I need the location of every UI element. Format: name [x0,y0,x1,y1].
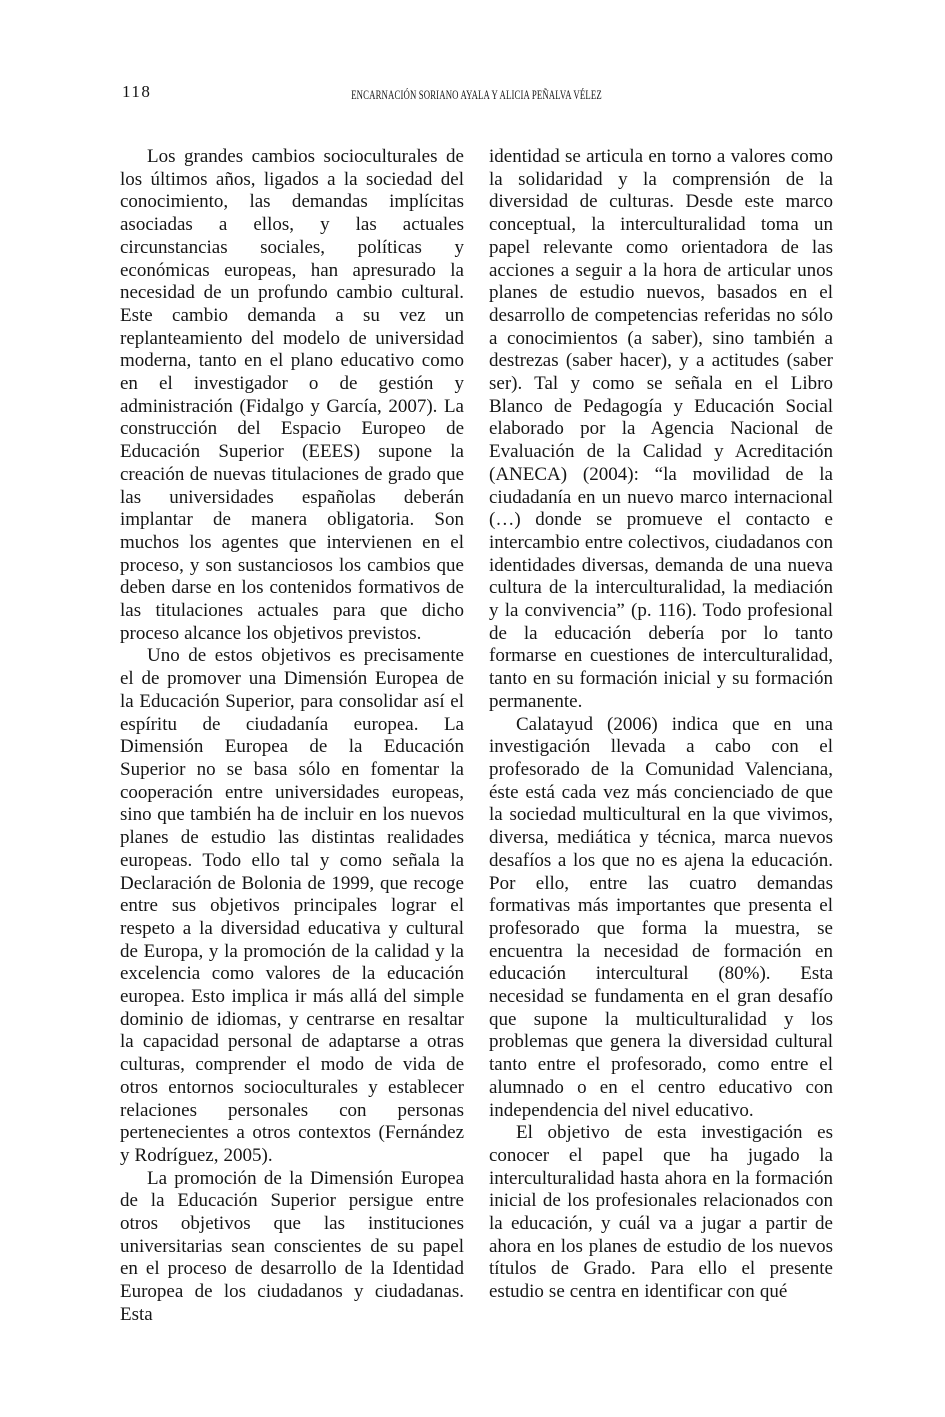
running-header: ENCARNACIÓN SORIANO AYALA Y ALICIA PEÑALVA VÉLEZ [351,88,602,102]
paragraph: Calatayud (2006) indica que en una investigación llevada a cabo con el profesorado de la Comunidad Valenciana, éste está cada vez más concienciado de que la sociedad multicultural en la que vivimos, diversa, mediática y técnica, marca nuevos desafíos a los que no es ajena la educación. Por ello, entre las cuatro demandas formativas más importantes que presenta el profesorado que forma la muestra, se encuentra la necesidad de formación en educación intercultural (80%). Esta necesidad se fundamenta en el gran desafío que supone la multiculturalidad y los problemas que genera la diversidad cultural tanto entre el profesorado, como entre el alumnado o en el centro educativo con independencia del nivel educativo. [489,713,833,1121]
paragraph: El objetivo de esta investigación es conocer el papel que ha jugado la interculturalidad hasta ahora en la formación inicial de los profesionales relacionados con la educación, y cuál va a jugar a partir de ahora en los planes de estudio de los nuevos títulos de Grado. Para ello el presente estudio se centra en identificar con qué [489,1122,833,1303]
article-body [120,146,833,1327]
left-column [120,146,464,1327]
page-number: 118 [122,82,152,101]
paragraph-continuation: identidad se articula en torno a valores como la solidaridad y la comprensión de la diversidad de culturas. Desde este marco conceptual, la interculturalidad toma un papel relevante como orientadora de las acciones a seguir a la hora de articular unos planes de estudio nuevos, basados en el desarrollo de competencias referidas no sólo a conocimientos (a saber), sino también a destrezas (saber hacer), y a actitudes (saber ser). Tal y como se señala en el Libro Blanco de Pedagogía y Educación Social elaborado por la Agencia Nacional de Evaluación de la Calidad y Acreditación (ANECA) (2004): “la movilidad de la ciudadanía en un nuevo marco internacional (…) donde se promueve el contacto e intercambio entre colectivos, ciudadanos con identidades diversas, demanda de una nueva cultura de la interculturalidad, la mediación y la convivencia” (p. 116). Todo profesional de la educación debería por lo tanto formarse en cuestiones de interculturalidad, tanto en su formación inicial y su formación permanente. [489,146,833,712]
paragraph: Uno de estos objetivos es precisamente el de promover una Dimensión Europea de la Educación Superior, para consolidar así el espíritu de ciudadanía europea. La Dimensión Europea de la Educación Superior no se basa sólo en fomentar la cooperación entre universidades europeas, sino que también ha de incluir en los nuevos planes de estudio las distintas realidades europeas. Todo ello tal y como señala la Declaración de Bolonia de 1999, que recoge entre sus objetivos principales lograr el respeto a la diversidad educativa y cultural de Europa, y la promoción de la calidad y la excelencia como valores de la educación europea. Esto implica ir más allá del simple dominio de idiomas, y centrarse en resaltar la capacidad personal de adaptarse a otras culturas, comprender el modo de vida de otros entornos socioculturales y establecer relaciones personales con personas pertenecientes a otros contextos (Fernández y Rodríguez, 2005). [120,645,464,1166]
right-column [489,146,833,1327]
paragraph: La promoción de la Dimensión Europea de la Educación Superior persigue entre otros objetivos que las instituciones universitarias sean conscientes de su papel en el proceso de desarrollo de la Identidad Europea de los ciudadanos y ciudadanas. Esta [120,1167,464,1325]
paragraph: Los grandes cambios socioculturales de los últimos años, ligados a la sociedad del conocimiento, las demandas implícitas asociadas a ellos, y las actuales circunstancias sociales, políticas y económicas europeas, han apresurado la necesidad de un profundo cambio cultural. Este cambio demanda a su vez un replanteamiento del modelo de universidad moderna, tanto en el plano educativo como en el investigador o de gestión y administración (Fidalgo y García, 2007). La construcción del Espacio Europeo de Educación Superior (EEES) supone la creación de nuevas titulaciones de grado que las universidades españolas deberán implantar de manera obligatoria. Son muchos los agentes que intervienen en el proceso, y son sustanciosos los cambios que deben darse en los contenidos formativos de las titulaciones actuales para que dicho proceso alcance los objetivos previstos. [120,146,464,644]
